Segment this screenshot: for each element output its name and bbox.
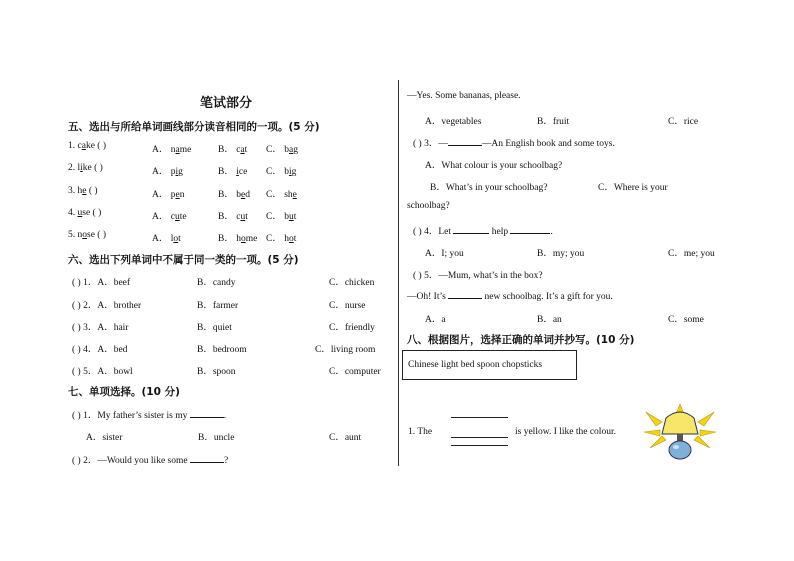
s5-option-c: C． but (266, 212, 297, 222)
column-divider (398, 80, 399, 466)
s7-q4-prefix: ( ) 4．Let (413, 227, 451, 237)
underlined-letter: o (173, 234, 179, 244)
s7-question-4 (413, 223, 553, 237)
underlined-letter: e (82, 186, 87, 196)
lamp-shade-icon (662, 412, 698, 434)
s8-q1-prefix: 1. The (408, 427, 433, 437)
underlined-letter: a (81, 141, 86, 151)
s7-q3-option-c: C．Where is your (598, 183, 668, 193)
underlined-letter: u (77, 208, 83, 218)
s5-option-a: A． cute (152, 212, 187, 222)
underlined-letter: a (288, 145, 294, 155)
s5-option-a: A． name (152, 145, 192, 155)
writing-line[interactable] (451, 437, 508, 438)
s7-q5-text: new schoolbag. It’s a gift for you. (484, 292, 613, 302)
s7-q2-option-a: A．vegetables (425, 117, 482, 127)
s7-q2-option-c: C．rice (668, 117, 699, 127)
answer-blank[interactable] (510, 224, 550, 234)
s7-q5-option-b: B．an (537, 315, 562, 325)
s5-option-c: C． bag (266, 145, 298, 155)
section-7-heading: 七、单项选择。(10 分) (68, 386, 180, 398)
underlined-letter: o (288, 234, 294, 244)
s7-q5-option-c: C．some (668, 315, 704, 325)
s7-q2-answer-line: —Yes. Some bananas, please. (407, 91, 521, 101)
underlined-letter: e (292, 190, 297, 200)
s5-question: 1. cake ( ) (68, 141, 106, 151)
answer-blank[interactable] (453, 224, 489, 234)
lamp-illustration (640, 404, 720, 460)
s7-q2-option-b: B．fruit (537, 117, 570, 127)
underlined-letter: u (174, 212, 180, 222)
s6-question: ( ) 1．A．beef (72, 278, 131, 288)
s7-q5-prefix: —Oh! It’s (407, 292, 446, 302)
s7-q1-option-c: C．aunt (329, 433, 362, 443)
s6-option-c: C．living room (315, 345, 376, 355)
s7-q4-mid: help (491, 227, 509, 237)
s5-option-a: A． pen (152, 190, 185, 200)
underlined-letter: e (175, 190, 180, 200)
s5-option-c: C． she (266, 190, 297, 200)
underlined-letter: u (240, 212, 246, 222)
s7-question-1 (72, 407, 226, 421)
s7-q2-end: ? (223, 456, 229, 466)
s7-q4-option-b: B．my; you (537, 249, 585, 259)
underlined-letter: a (175, 145, 180, 155)
s7-question-5: ( ) 5．—Mum, what’s in the box? (413, 271, 543, 281)
s7-q3-prefix: ( ) 3．— (413, 139, 448, 149)
answer-blank[interactable] (190, 408, 224, 418)
s6-option-b: B．quiet (197, 323, 232, 333)
s7-q1-end: . (223, 411, 227, 421)
s5-option-c: C． hot (266, 234, 297, 244)
underlined-letter: a (240, 145, 245, 155)
s7-q3-option-b: B．What’s in your schoolbag? (430, 183, 548, 193)
lamp-base-icon (669, 441, 691, 459)
s5-question: 5. nose ( ) (68, 230, 106, 240)
underlined-letter: i (80, 163, 83, 173)
s6-option-c: C．computer (329, 367, 381, 377)
s7-question-2 (72, 452, 228, 466)
answer-blank[interactable] (448, 136, 482, 146)
s6-option-b: B．spoon (197, 367, 236, 377)
s6-option-c: C．friendly (329, 323, 375, 333)
s7-q5-option-a: A．a (425, 315, 446, 325)
s7-q4-option-c: C．me; you (668, 249, 715, 259)
s7-q4-option-a: A．I; you (425, 249, 464, 259)
underlined-letter: o (240, 234, 246, 244)
s5-option-b: B． ice (218, 167, 248, 177)
s7-q3-option-c-cont: schoolbag? (407, 201, 450, 211)
s6-question: ( ) 4．A．bed (72, 345, 128, 355)
answer-blank[interactable] (448, 289, 482, 299)
section-6-heading: 六、选出下列单词中不属于同一类的一项。(5 分) (68, 254, 299, 266)
s8-q1-text: is yellow. I like the colour. (515, 427, 616, 437)
s7-q1-option-b: B．uncle (198, 433, 235, 443)
word-bank: Chinese light bed spoon chopsticks (408, 360, 543, 370)
section-5-heading: 五、选出与所给单词画线部分读音相同的一项。(5 分) (68, 121, 320, 133)
s5-option-b: B． cat (218, 145, 248, 155)
s6-option-b: B．farmer (197, 301, 239, 311)
s5-option-a: A． lot (152, 234, 181, 244)
underlined-letter: o (82, 230, 87, 240)
underlined-letter: i (175, 167, 179, 177)
s7-q4-end: . (550, 227, 553, 237)
s5-question: 2. like ( ) (68, 163, 103, 173)
s6-question: ( ) 3．A．hair (72, 323, 129, 333)
s7-question-3 (413, 135, 615, 149)
writing-line[interactable] (451, 445, 508, 446)
s6-option-b: B．bedroom (197, 345, 247, 355)
s5-option-a: A． pig (152, 167, 183, 177)
underlined-letter: e (240, 190, 246, 200)
s5-question: 3. he ( ) (68, 186, 98, 196)
s6-option-c: C．nurse (329, 301, 366, 311)
s7-q5-line (407, 289, 613, 302)
s7-q1-option-a: A．sister (86, 433, 123, 443)
underlined-letter: i (288, 167, 292, 177)
writing-line[interactable] (451, 417, 508, 418)
s6-option-c: C．chicken (329, 278, 375, 288)
s7-q2-text: ( ) 2．—Would you like some (72, 456, 188, 466)
s7-q1-text: ( ) 1．My father’s sister is my (72, 411, 188, 421)
s5-question: 4. use ( ) (68, 208, 102, 218)
s7-q3-text: —An English book and some toys. (481, 139, 615, 149)
s5-option-b: B． bed (218, 190, 250, 200)
underlined-letter: i (236, 167, 239, 177)
s6-option-b: B．candy (197, 278, 236, 288)
s5-option-b: B． cut (218, 212, 248, 222)
s5-option-c: C． big (266, 167, 297, 177)
section-8-heading: 八、根据图片，选择正确的单词并抄写。(10 分) (407, 334, 635, 346)
page-title: 笔试部分 (200, 96, 253, 111)
s7-q3-option-a: A．What colour is your schoolbag? (425, 161, 563, 171)
s6-question: ( ) 5．A．bowl (72, 367, 133, 377)
underlined-letter: u (288, 212, 294, 222)
s5-option-b: B． home (218, 234, 258, 244)
s6-question: ( ) 2．A．brother (72, 301, 142, 311)
answer-blank[interactable] (190, 453, 224, 463)
